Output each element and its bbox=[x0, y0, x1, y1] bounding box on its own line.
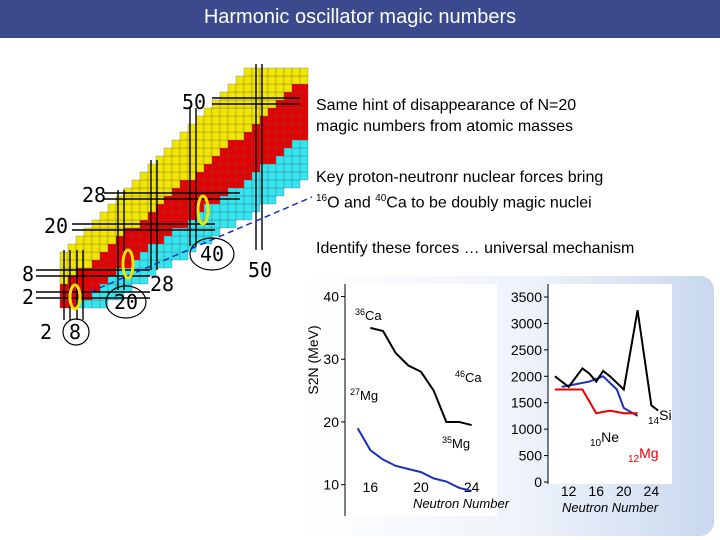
x-tick-label: 20 bbox=[413, 479, 429, 495]
magic-label-n8: 8 bbox=[69, 320, 82, 344]
y-tick-label: 3000 bbox=[510, 315, 542, 332]
x-tick-label: 24 bbox=[463, 479, 480, 495]
magic-label-n40: 40 bbox=[200, 242, 225, 266]
bullet-2-line-1: Key proton-neutronr nuclear forces bring bbox=[316, 169, 604, 186]
magic-label-n50: 50 bbox=[248, 258, 273, 282]
bullet-1-line-1: Same hint of disappearance of N=20 bbox=[316, 97, 577, 114]
bullet-1-line-2: magic numbers from atomic masses bbox=[316, 118, 573, 135]
ca40-mass-number: 40 bbox=[375, 193, 387, 204]
y-tick-label: 2500 bbox=[510, 341, 542, 358]
y-tick-label: 40 bbox=[323, 288, 339, 305]
magic-label-p20: 20 bbox=[44, 214, 69, 238]
annotation-label: $^{46}$Ca bbox=[455, 369, 482, 385]
magic-label-p28: 28 bbox=[82, 183, 107, 207]
series-label: $_{10}$Ne bbox=[590, 429, 620, 449]
ca40-text: Ca to be doubly magic nuclei bbox=[386, 194, 592, 212]
magic-label-p2: 2 bbox=[22, 285, 35, 309]
x-axis-label: Neutron Number bbox=[412, 496, 510, 511]
y-tick-label: 500 bbox=[518, 447, 542, 464]
y-tick-label: 10 bbox=[323, 476, 339, 493]
y-tick-label: 2000 bbox=[510, 368, 542, 385]
x-tick-label: 16 bbox=[362, 479, 379, 495]
o16-text: O and bbox=[327, 194, 376, 212]
annotation-label: $^{36}$Ca bbox=[355, 307, 382, 323]
y-tick-label: 1000 bbox=[510, 421, 542, 438]
bullet-3-line-1: Identify these forces … universal mechanism bbox=[316, 240, 635, 257]
annotation-label: $^{27}$Mg bbox=[350, 387, 379, 403]
series-label: $_{14}$Si bbox=[648, 407, 672, 427]
x-axis-label: Neutron Number bbox=[561, 500, 659, 515]
magic-label-n20: 20 bbox=[114, 290, 139, 314]
magic-label-n2: 2 bbox=[40, 320, 53, 344]
y-tick-label: 20 bbox=[323, 413, 339, 430]
x-tick-label: 24 bbox=[643, 483, 660, 499]
y-tick-label: 3500 bbox=[510, 289, 542, 305]
magic-label-p50: 50 bbox=[182, 90, 207, 114]
o16-mass-number: 16 bbox=[316, 193, 328, 204]
y-tick-label: 1500 bbox=[510, 394, 542, 411]
magic-label-p8: 8 bbox=[22, 262, 35, 286]
x-tick-label: 12 bbox=[560, 483, 577, 499]
x-tick-label: 20 bbox=[615, 483, 632, 499]
x-tick-label: 16 bbox=[588, 483, 605, 499]
y-tick-label: 0 bbox=[534, 474, 542, 490]
magic-label-n28: 28 bbox=[150, 272, 175, 296]
slide-title: Harmonic oscillator magic numbers bbox=[203, 6, 517, 28]
y-axis-label: S2N (MeV) bbox=[305, 325, 321, 395]
series-label: $_{12}$Mg bbox=[628, 445, 659, 465]
annotation-label: $^{35}$Mg bbox=[442, 435, 471, 451]
y-tick-label: 30 bbox=[323, 351, 339, 368]
